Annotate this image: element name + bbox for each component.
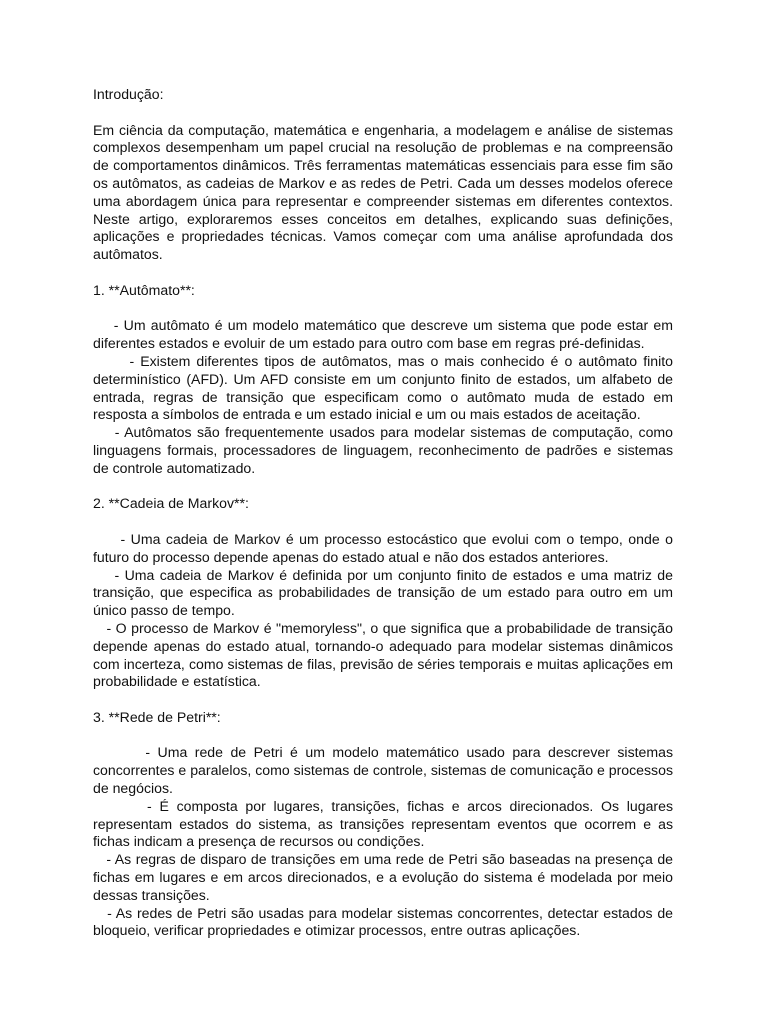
intro-paragraph: Em ciência da computação, matemática e engenharia, a modelagem e análise de sistemas complexos desempenham um papel crucial na resolução de problemas e na compreensão de comportamentos dinâmicos. Três ferramentas matemáticas essenciais para esse fim são os autômatos, as cadeias de Markov e as redes de Petri. Cada um desses modelos oferece uma abordagem única para representar e compreender sistemas em diferentes contextos. Neste artigo, exploraremos esses conceitos em detalhes, explicando suas definições, aplicações e propriedades técnicas. Vamos começar com uma análise aprofundada dos autômatos. [93,121,673,263]
intro-heading: Introdução: [93,86,164,102]
section-heading: 1. **Autômato**: [93,281,195,298]
section-item: - Autômatos são frequentemente usados para modelar sistemas de computação, como linguagens formais, processadores de linguagem, reconhecimento de padrões e sistemas de controle automatizado. [93,424,673,476]
section-automato [93,282,673,478]
section-item: - É composta por lugares, transições, fichas e arcos direcionados. Os lugares representam estados do sistema, as transições representam eventos que ocorrem e as fichas indicam a presença de recursos ou condições. [93,797,673,850]
section-item: - Uma cadeia de Markov é um processo estocástico que evolui com o tempo, onde o futuro do processo depende apenas do estado atual e não dos estados anteriores. [93,530,673,565]
document-page [93,86,673,958]
section-heading: 2. **Cadeia de Markov**: [93,495,249,512]
section-item: - Um autômato é um modelo matemático que descreve um sistema que pode estar em diferentes estados e evoluir de um estado para outro com base em regras pré-definidas. [93,317,673,352]
section-cadeia-de-markov [93,495,673,691]
section-item: - Existem diferentes tipos de autômatos, mas o mais conhecido é o autômato finito determinístico (AFD). Um AFD consiste em um conjunto finito de estados, um alfabeto de entrada, regras de transição que especificam como o autômato muda de estado em resposta a símbolos de entrada e um estado inicial e um ou mais estados de aceitação. [93,352,673,423]
section-heading: 3. **Rede de Petri**: [93,708,221,725]
section-item: - Uma cadeia de Markov é definida por um conjunto finito de estados e uma matriz de transição, que especifica as probabilidades de transição de um estado para outro em um único passo de tempo. [93,566,673,619]
section-item: - Uma rede de Petri é um modelo matemático usado para descrever sistemas concorrentes e paralelos, como sistemas de controle, sistemas de comunicação e processos de negócios. [93,744,673,797]
section-item: - As redes de Petri são usadas para modelar sistemas concorrentes, detectar estados de bloqueio, verificar propriedades e otimizar processos, entre outras aplicações. [93,904,673,939]
section-rede-de-petri [93,709,673,940]
section-item: - As regras de disparo de transições em uma rede de Petri são baseadas na presença de fichas em lugares e em arcos direcionados, e a evolução do sistema é modelada por meio dessas transições. [93,851,673,903]
section-item: - O processo de Markov é "memoryless", o que significa que a probabilidade de transição depende apenas do estado atual, tornando-o adequado para modelar sistemas dinâmicos com incerteza, como sistemas de filas, previsão de séries temporais e muitas aplicações em probabilidade e estatística. [93,619,673,690]
